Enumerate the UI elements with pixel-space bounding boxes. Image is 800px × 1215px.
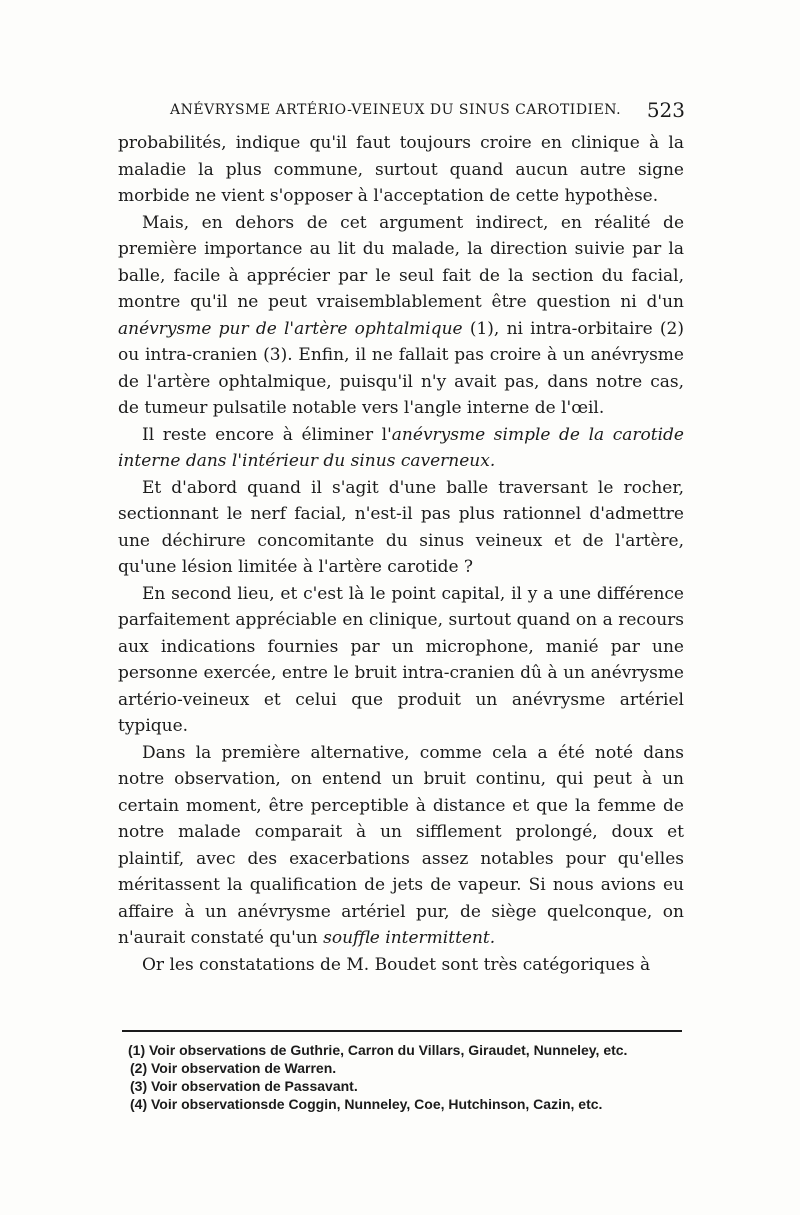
footnote-2: (2) Voir observation de Warren. bbox=[130, 1060, 337, 1076]
footnote-4: (4) Voir observationsde Coggin, Nunneley, Coe, Hutchinson, Cazin, etc. bbox=[130, 1096, 603, 1112]
paragraph-6-text: Dans la première alternative, comme cela a été noté dans notre observation, on entend un bruit continu, qui peut à un certain moment, être perceptible à distance et que la femme de notre malade comparait à un sifflement prolongé, doux et plaintif, avec des exacerbations assez notables pour qu'elles méritassent la qualification de jets de vapeur. Si nous avions eu affaire à un anévrysme artériel pur, de siège quelconque, on n'aurait constaté qu'un bbox=[118, 742, 684, 948]
paragraph-7: Or les constatations de M. Boudet sont très catégoriques à bbox=[142, 954, 651, 975]
footnote-3: (3) Voir observation de Passavant. bbox=[130, 1078, 358, 1094]
paragraph-6-italic: souffle intermittent. bbox=[323, 928, 496, 948]
footnote-rule bbox=[122, 1030, 682, 1032]
paragraph-1: probabilités, indique qu'il faut toujours croire en clinique à la maladie la plus commune, surtout quand aucun autre signe morbide ne vient s'opposer à l'acceptation de cette hypothèse. bbox=[118, 133, 684, 206]
paragraph-3 bbox=[118, 422, 684, 475]
running-header bbox=[165, 98, 685, 122]
paragraph-6 bbox=[118, 740, 684, 952]
paragraph-2-italic: anévrysme pur de l'artère ophtalmique bbox=[118, 318, 463, 339]
paragraph-4: Et d'abord quand il s'agit d'une balle traversant le rocher, sectionnant le nerf facial, n'est-il pas plus rationnel d'admettre une déchirure concomitante du sinus veineux et de l'artère, qu'une lésion limitée à l'artère carotide ? bbox=[118, 477, 684, 577]
paragraph-2-text-b: (1), ni intra-orbitaire (2) ou intra-cranien (3). Enfin, il ne fallait pas croire à un anévrysme de l'artère ophtalmique, puisqu'il n'y avait pas, dans notre cas, de tumeur pulsatile notable vers l'angle interne de l'œil. bbox=[118, 318, 684, 418]
paragraph-5: En second lieu, et c'est là le point capital, il y a une différence parfaitement appréciable en clinique, surtout quand on a recours aux indications fournies par un microphone, manié par une personne exercée, entre le bruit intra-cranien dû à un anévrysme artério-veineux et celui que produit un anévrysme artériel typique. bbox=[118, 583, 684, 736]
paragraph-3-italic: anévrysme simple de la carotide interne dans l'intérieur du sinus caverneux. bbox=[118, 424, 684, 471]
page-number: 523 bbox=[646, 98, 685, 122]
footnotes bbox=[118, 1041, 684, 1113]
body-text bbox=[118, 130, 684, 978]
paragraph-2-text-a: Mais, en dehors de cet argument indirect, en réalité de première importance au lit du malade, la direction suivie par la balle, facile à apprécier par le seul fait de la section du facial, montre qu'il ne peut vraisemblablement être question ni d'un bbox=[118, 212, 684, 312]
running-title: ANÉVRYSME ARTÉRIO-VEINEUX DU SINUS CAROTIDIEN. bbox=[170, 102, 622, 118]
footnote-1: (1) Voir observations de Guthrie, Carron du Villars, Giraudet, Nunneley, etc. bbox=[128, 1042, 628, 1058]
paragraph-3-text: Il reste encore à éliminer l' bbox=[142, 424, 392, 445]
paragraph-2 bbox=[118, 210, 684, 422]
